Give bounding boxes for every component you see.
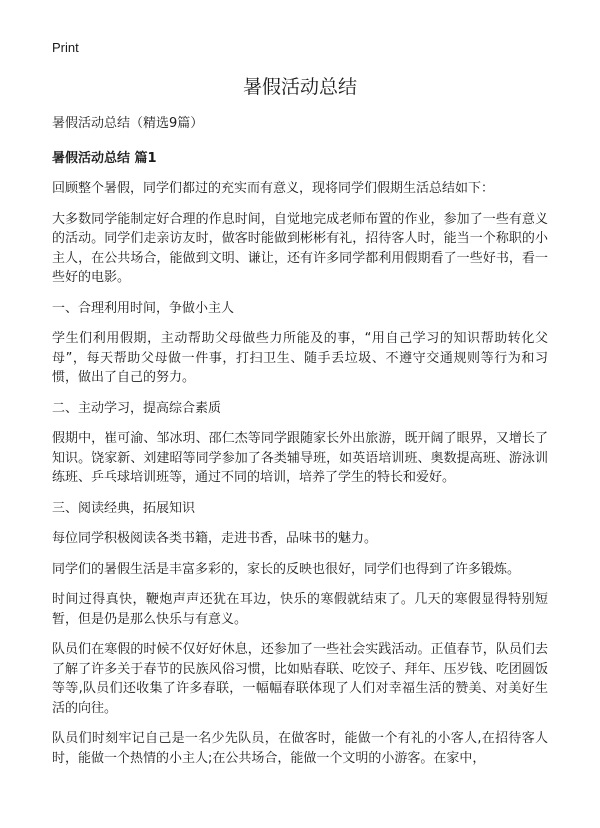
print-label: Print: [52, 40, 79, 55]
paragraph-heading-reading: 三、阅读经典，拓展知识: [52, 500, 196, 516]
paragraph-heading-study: 二、主动学习，提高综合素质: [52, 400, 222, 416]
paragraph-spring-festival: 队员们在寒假的时候不仅好好休息，还参加了一些社会实践活动。正值春节，队员们去了解了许多关于春节的民族风俗习惯，比如贴春联、吃饺子、拜年、压岁钱、吃团圆饭等等,队员们还收集了许多春联，一幅幅春联体现了人们对幸福生活的赞美、对美好生活的向往。: [52, 642, 548, 716]
paragraph-intro: 回顾整个暑假，同学们都过的充实而有意义，现将同学们假期生活总结如下：: [52, 181, 495, 196]
page-title: 暑假活动总结: [242, 76, 357, 98]
paragraph-overview: 大多数同学能制定好合理的作息时间，自觉地完成老师布置的作业，参加了一些有意义的活动。同学们走亲访友时，做客时能做到彬彬有礼，招待客人时，能当一个称职的小主人，在公共场合，能做到文明、谦让，还有许多同学都利用假期看了一些好书，看一些好的电影。: [52, 211, 548, 285]
paragraph-winter-break: 时间过得真快，鞭炮声声还犹在耳边，快乐的寒假就结束了。几天的寒假显得特别短暂，但是仍是那么快乐与有意义。: [52, 592, 548, 627]
section-heading: 暑假活动总结 篇1: [52, 151, 157, 166]
paragraph-heading-time: 一、合理利用时间，争做小主人: [52, 300, 235, 316]
paragraph-young-pioneers: 队员们时刻牢记自己是一名少先队员，在做客时，能做一个有礼的小客人,在招待客人时，能做一个热情的小主人;在公共场合，能做一个文明的小游客。在家中，: [52, 731, 548, 766]
paragraph-travel-training: 假期中，崔可渝、邹冰玥、邵仁杰等同学跟随家长外出旅游，既开阔了眼界，又增长了知识。饶家新、刘建昭等同学参加了各类辅导班，如英语培训班、奥数提高班、游泳训练班、乒乓球培训班等，通过不同的培训，培养了学生的特长和爱好。: [52, 431, 548, 485]
paragraph-summary: 同学们的暑假生活是丰富多彩的，家长的反映也很好，同学们也得到了许多锻炼。: [52, 561, 521, 577]
paragraph-help-parents: 学生们利用假期，主动帮助父母做些力所能及的事，“用自己学习的知识帮助转化父母”，每天帮助父母做一件事，打扫卫生、随手丢垃圾、不遵守交通规则等行为和习惯，做出了自己的努力。: [52, 331, 548, 385]
document-subtitle: 暑假活动总结（精选9篇）: [52, 116, 204, 131]
paragraph-reading: 每位同学积极阅读各类书籍，走进书香，品味书的魅力。: [52, 531, 378, 546]
